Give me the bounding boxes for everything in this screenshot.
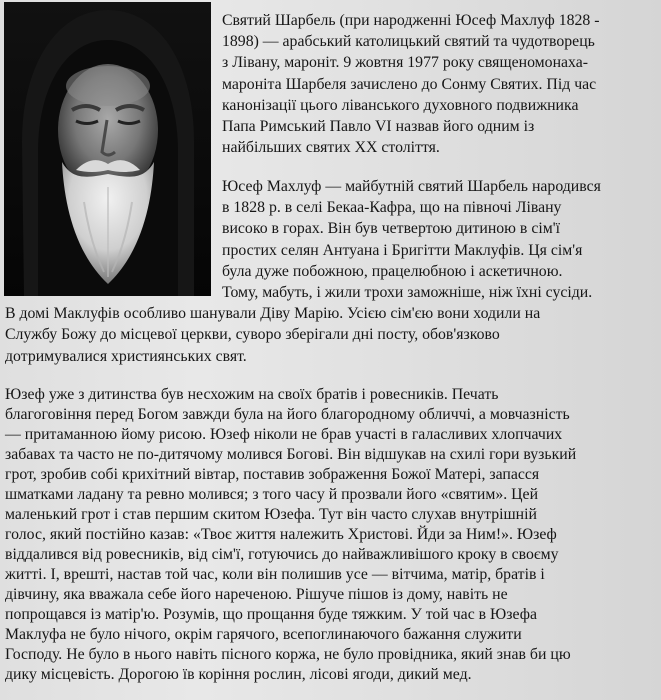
paragraph-3-line: Маклуфа не було нічого, окрім гарячого, всепоглинаючого бажання служити bbox=[5, 626, 522, 643]
paragraph-2-line: Тому, мабуть, і жили трохи заможніше, ніж їхні сусіди. bbox=[222, 284, 593, 301]
paragraph-3-line: голос, який постійно казав: «Твоє життя належить Христові. Йди за Ним!». Юзеф bbox=[5, 526, 557, 543]
paragraph-1-line: з Лівану, мароніт. 9 жовтня 1977 року священомонаха- bbox=[222, 54, 588, 72]
paragraph-3-line: віддалився від ровесників, від сім'ї, готуючись до найважливішого кроку в своєму bbox=[5, 546, 559, 563]
paragraph-2-line: простих селян Антуана і Бригітти Маклуфів. Ця сім'я bbox=[222, 241, 583, 259]
paragraph-2-line: В домі Маклуфів особливо шанували Діву Марію. Усією сім'єю вони ходили на bbox=[5, 305, 541, 323]
paragraph-3-line: попрощався із матір'ю. Розумів, що прощання буде тяжким. У той час в Юзефа bbox=[5, 606, 537, 623]
portrait-photo bbox=[4, 2, 211, 296]
paragraph-3-line: маленький грот і став першим скитом Юзефа. Тут він часто слухав внутрішній bbox=[5, 506, 537, 523]
paragraph-3-line: Юзеф уже з дитинства був несхожим на своїх братів і ровесників. Печать bbox=[5, 386, 499, 403]
paragraph-3-line: — притаманною йому рисою. Юзеф ніколи не брав участі в галасливих хлопчачих bbox=[5, 426, 563, 443]
paragraph-3-line: Господу. Не було в нього навіть пісного коржа, не було провідника, який знав би цю bbox=[5, 646, 571, 663]
portrait-illustration bbox=[4, 2, 211, 296]
paragraph-1-line: 1898) — арабський католицький святий та чудотворець bbox=[222, 33, 595, 51]
paragraph-1-line: Папа Римський Павло VI назвав його одним із bbox=[222, 118, 535, 135]
paragraph-2-line: була дуже побожною, працелюбною і аскетичною. bbox=[222, 262, 563, 280]
paragraph-2-line: високо в горах. Він був четвертою дитиною в сім'ї bbox=[222, 220, 560, 238]
paragraph-1-line: мароніта Шарбеля зачислено до Сонму Святих. Під час bbox=[222, 75, 597, 93]
paragraph-3-line: дівчину, яка вважала себе його нареченою. Рішуче пішов із дому, навіть не bbox=[5, 586, 508, 603]
paragraph-3-line: шматками ладану та ревно молився; з того часу й прозвали його «святим». Цей bbox=[5, 486, 539, 503]
paragraph-2-line: Юсеф Махлуф — майбутній святий Шарбель народився bbox=[222, 178, 601, 195]
paragraph-2-line: в 1828 р. в селі Бекаа-Кафра, що на півночі Лівану bbox=[222, 199, 562, 217]
paragraph-3-line: грот, зробив собі крихітний вівтар, поставив зображення Божої Матері, запасся bbox=[5, 466, 540, 483]
paragraph-1-line: найбільших святих XX століття. bbox=[222, 139, 440, 157]
paragraph-2-line: Службу Божу до місцевої церкви, суворо зберігали дні посту, обов'язково bbox=[5, 326, 500, 344]
paragraph-3-line: житті. І, врешті, настав той час, коли він полишив усе — вітчима, матір, братів і bbox=[5, 566, 545, 583]
paragraph-2-line: дотримувалися християнських свят. bbox=[5, 347, 247, 365]
paragraph-3-line: забавах та часто не по-дитячому молився Богові. Він відшукав на схилі гори вузький bbox=[5, 446, 577, 463]
paragraph-3-line: дику місцевість. Дорогою їв коріння рослин, лісові ягоди, дикий мед. bbox=[5, 666, 472, 683]
paragraph-1-line: канонізації цього ліванського духовного подвижника bbox=[222, 96, 579, 114]
paragraph-1-line: Святий Шарбель (при народженні Юсеф Махлуф 1828 - bbox=[222, 12, 600, 29]
paragraph-3-line: благоговіння перед Богом завжди була на його благородному обличчі, а мовчазність bbox=[5, 406, 570, 423]
